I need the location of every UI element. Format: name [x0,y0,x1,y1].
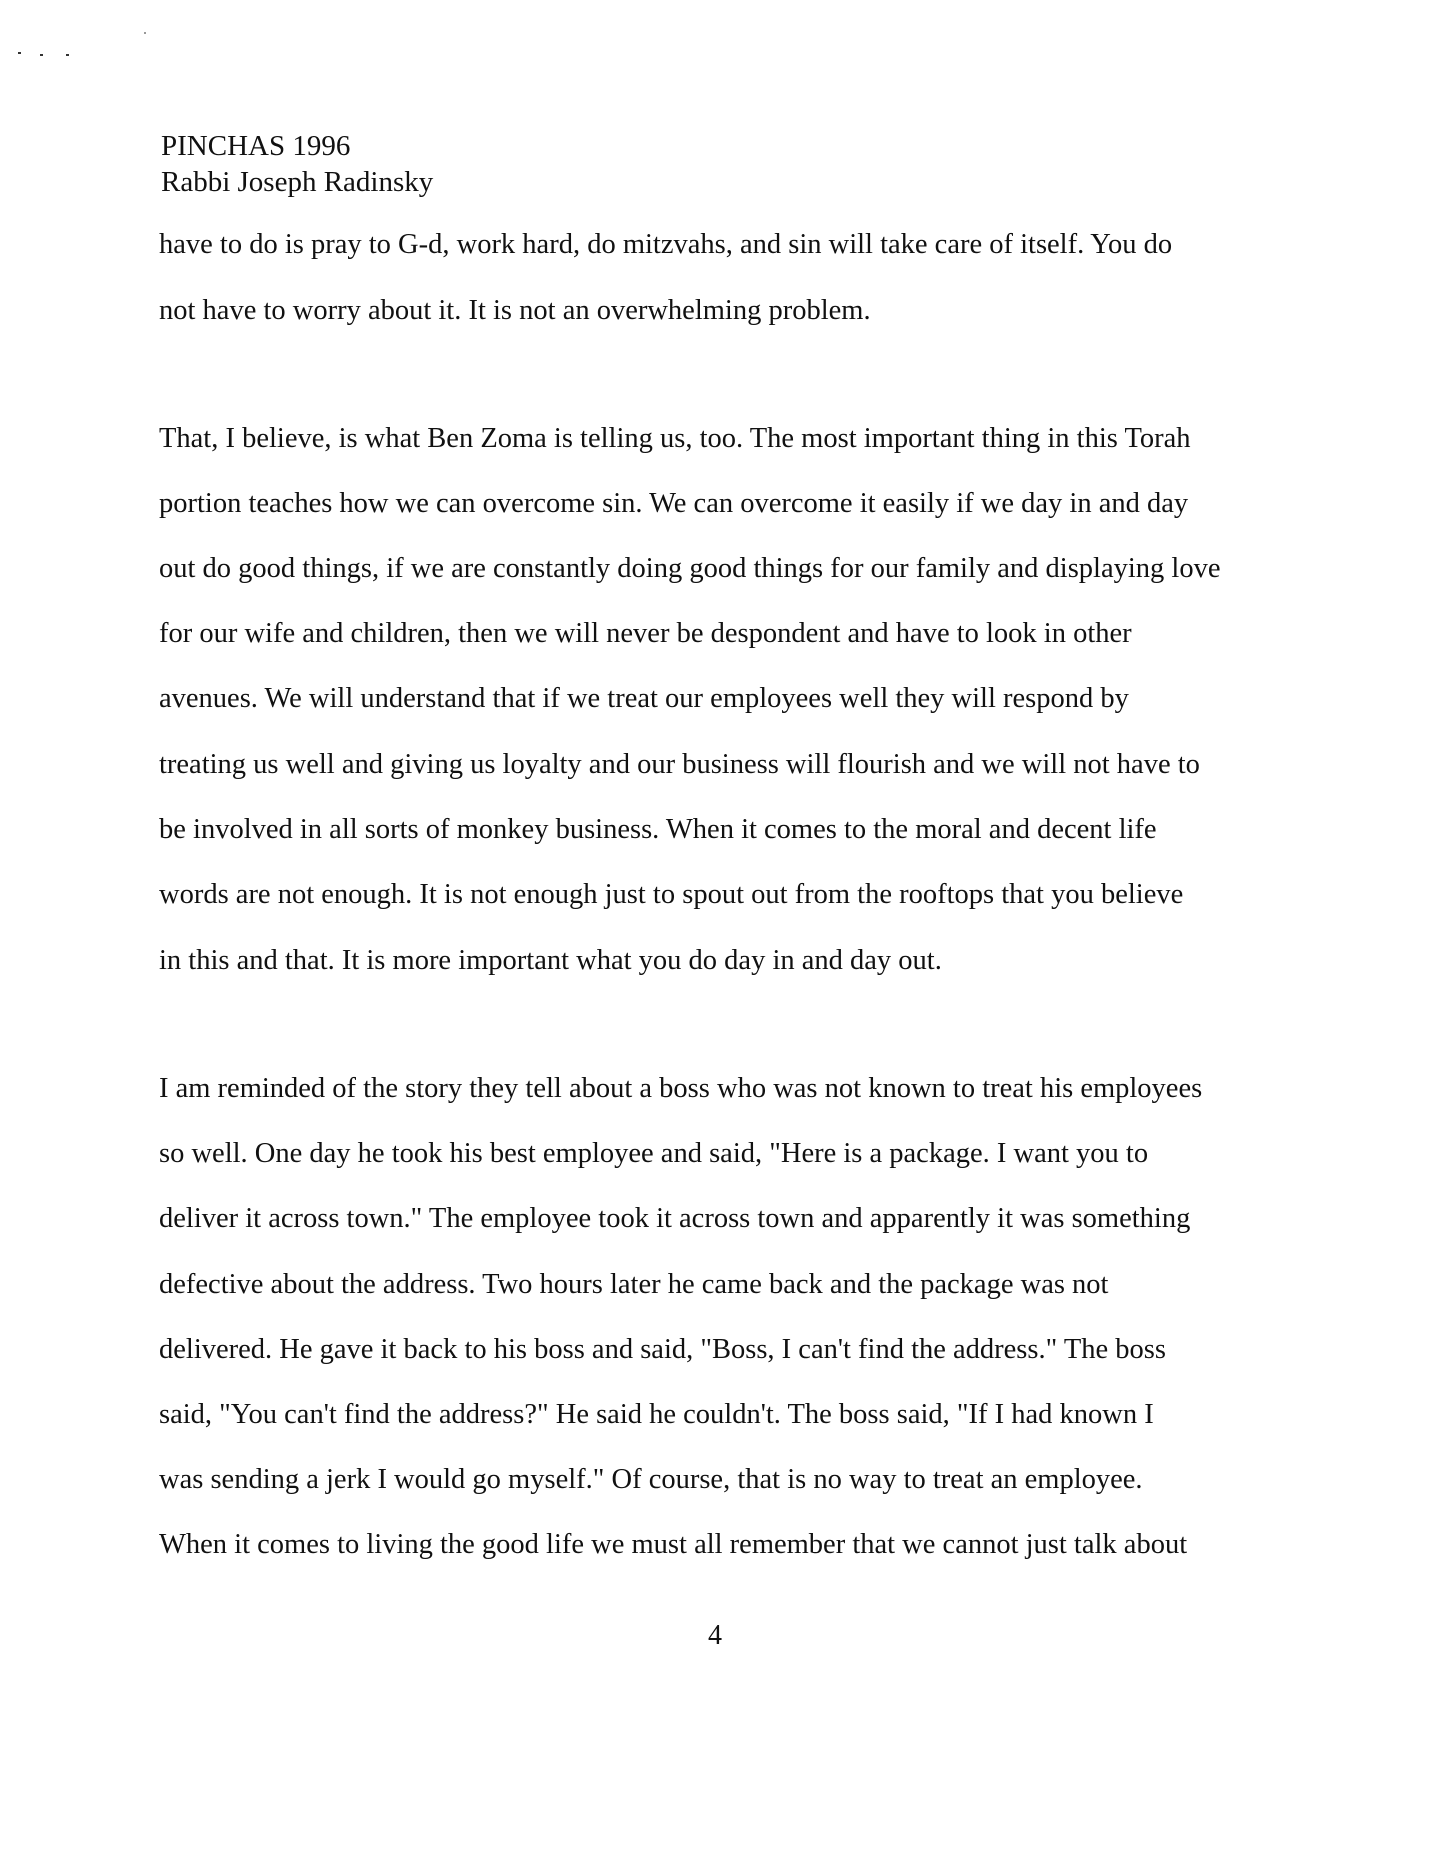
text-line: out do good things, if we are constantly doing good things for our family and displaying love [159,553,1221,584]
document-header [161,128,433,200]
scan-speck [40,54,43,56]
document-author: Rabbi Joseph Radinsky [161,166,434,198]
text-line: in this and that. It is more important what you do day in and day out. [159,945,942,976]
scan-speck [144,32,146,34]
text-line: When it comes to living the good life we must all remember that we cannot just talk about [159,1529,1188,1560]
text-line: said, "You can't find the address?" He said he couldn't. The boss said, "If I had known I [159,1399,1154,1430]
text-line: so well. One day he took his best employee and said, "Here is a package. I want you to [159,1138,1149,1169]
text-line: That, I believe, is what Ben Zoma is telling us, too. The most important thing in this Torah [159,423,1191,454]
scan-speck [18,52,21,54]
text-line: I am reminded of the story they tell about a boss who was not known to treat his employees [159,1073,1203,1104]
text-line: be involved in all sorts of monkey business. When it comes to the moral and decent life [159,814,1157,845]
text-line: defective about the address. Two hours later he came back and the package was not [159,1269,1109,1300]
text-line: for our wife and children, then we will never be despondent and have to look in other [159,618,1132,649]
text-line: words are not enough. It is not enough just to spout out from the rooftops that you believe [159,879,1184,910]
text-line: deliver it across town." The employee took it across town and apparently it was something [159,1203,1191,1234]
document-title: PINCHAS 1996 [161,130,351,162]
text-line: was sending a jerk I would go myself." Of course, that is no way to treat an employee. [159,1464,1143,1495]
page-number: 4 [708,1620,722,1651]
text-line: not have to worry about it. It is not an overwhelming problem. [159,295,871,326]
text-line: portion teaches how we can overcome sin. We can overcome it easily if we day in and day [159,488,1189,519]
text-line: treating us well and giving us loyalty and our business will flourish and we will not have to [159,749,1200,780]
text-line: avenues. We will understand that if we treat our employees well they will respond by [159,683,1129,714]
text-line: have to do is pray to G-d, work hard, do mitzvahs, and sin will take care of itself. You do [159,229,1173,260]
text-line: delivered. He gave it back to his boss and said, "Boss, I can't find the address." The boss [159,1334,1166,1365]
scan-speck [66,54,69,56]
